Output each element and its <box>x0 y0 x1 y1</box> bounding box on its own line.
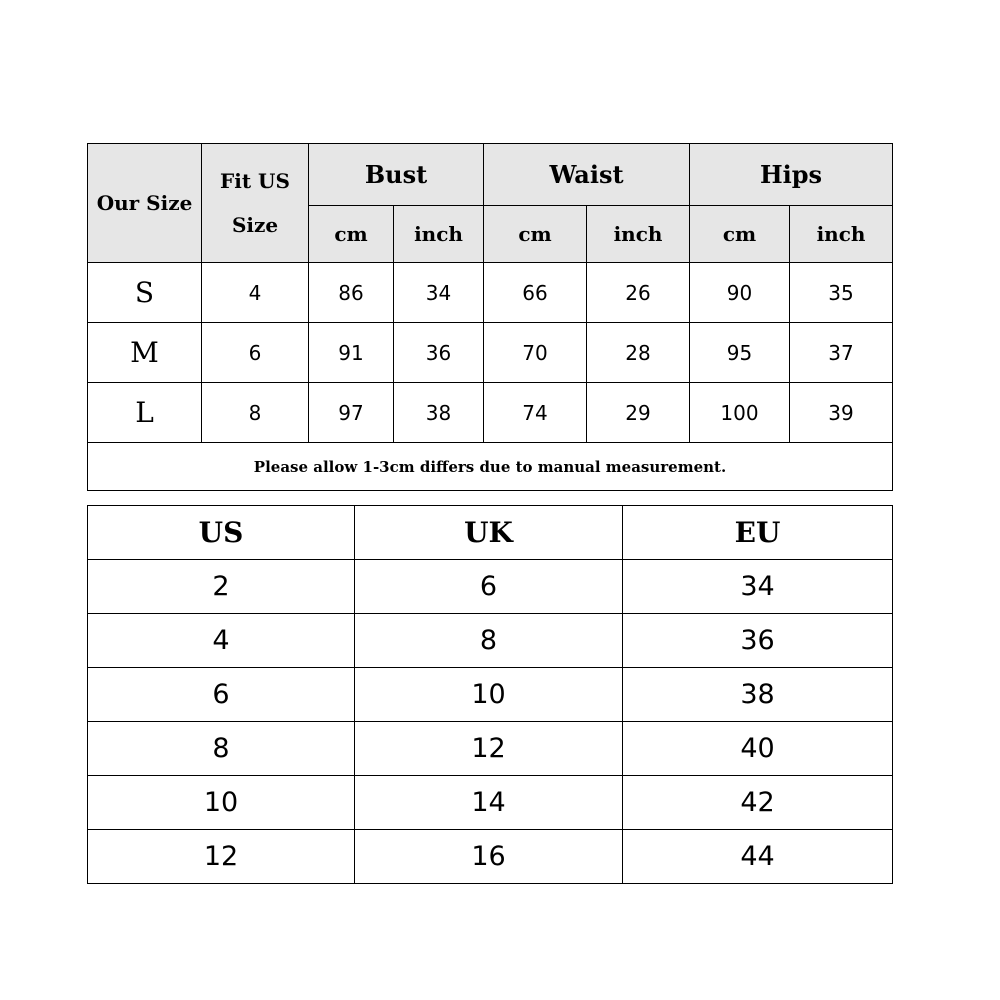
hips-inch-value: 39 <box>790 383 893 443</box>
waist-inch-value: 29 <box>587 383 690 443</box>
us-size-value: 6 <box>88 668 355 722</box>
fit-us-value: 4 <box>202 263 309 323</box>
bust-cm-value: 86 <box>309 263 394 323</box>
table-row <box>88 776 893 830</box>
eu-size-value: 42 <box>623 776 893 830</box>
uk-size-value: 16 <box>355 830 623 884</box>
uk-size-value: 14 <box>355 776 623 830</box>
hips-cm-value: 95 <box>690 323 790 383</box>
header-hips-inch: inch <box>790 206 893 263</box>
bust-cm-value: 91 <box>309 323 394 383</box>
table-row <box>88 722 893 776</box>
header-eu: EU <box>623 506 893 560</box>
header-bust: Bust <box>309 144 484 206</box>
eu-size-value: 44 <box>623 830 893 884</box>
bust-inch-value: 34 <box>394 263 484 323</box>
table-row <box>88 263 893 323</box>
eu-size-value: 34 <box>623 560 893 614</box>
size-label: M <box>88 323 202 383</box>
uk-size-value: 12 <box>355 722 623 776</box>
table-row <box>88 560 893 614</box>
header-waist-inch: inch <box>587 206 690 263</box>
bust-inch-value: 36 <box>394 323 484 383</box>
header-uk: UK <box>355 506 623 560</box>
header-bust-inch: inch <box>394 206 484 263</box>
hips-inch-value: 35 <box>790 263 893 323</box>
table-row <box>88 830 893 884</box>
eu-size-value: 36 <box>623 614 893 668</box>
hips-inch-value: 37 <box>790 323 893 383</box>
table-row <box>88 323 893 383</box>
us-size-value: 4 <box>88 614 355 668</box>
bust-inch-value: 38 <box>394 383 484 443</box>
size-chart-table <box>87 143 893 491</box>
eu-size-value: 38 <box>623 668 893 722</box>
waist-cm-value: 70 <box>484 323 587 383</box>
table-row <box>88 614 893 668</box>
uk-size-value: 10 <box>355 668 623 722</box>
table-row <box>88 668 893 722</box>
waist-cm-value: 66 <box>484 263 587 323</box>
header-waist-cm: cm <box>484 206 587 263</box>
measurement-note: Please allow 1-3cm differs due to manual measurement. <box>88 443 893 491</box>
bust-cm-value: 97 <box>309 383 394 443</box>
hips-cm-value: 90 <box>690 263 790 323</box>
eu-size-value: 40 <box>623 722 893 776</box>
waist-inch-value: 28 <box>587 323 690 383</box>
header-hips-cm: cm <box>690 206 790 263</box>
fit-us-value: 8 <box>202 383 309 443</box>
header-fit-us-size: Fit US Size <box>202 144 309 263</box>
us-size-value: 2 <box>88 560 355 614</box>
size-conversion-table <box>87 505 893 884</box>
uk-size-value: 8 <box>355 614 623 668</box>
header-our-size: Our Size <box>88 144 202 263</box>
size-label: S <box>88 263 202 323</box>
header-waist: Waist <box>484 144 690 206</box>
size-label: L <box>88 383 202 443</box>
fit-us-value: 6 <box>202 323 309 383</box>
us-size-value: 12 <box>88 830 355 884</box>
header-bust-cm: cm <box>309 206 394 263</box>
table-row <box>88 383 893 443</box>
waist-inch-value: 26 <box>587 263 690 323</box>
us-size-value: 8 <box>88 722 355 776</box>
hips-cm-value: 100 <box>690 383 790 443</box>
header-hips: Hips <box>690 144 893 206</box>
uk-size-value: 6 <box>355 560 623 614</box>
us-size-value: 10 <box>88 776 355 830</box>
waist-cm-value: 74 <box>484 383 587 443</box>
header-us: US <box>88 506 355 560</box>
